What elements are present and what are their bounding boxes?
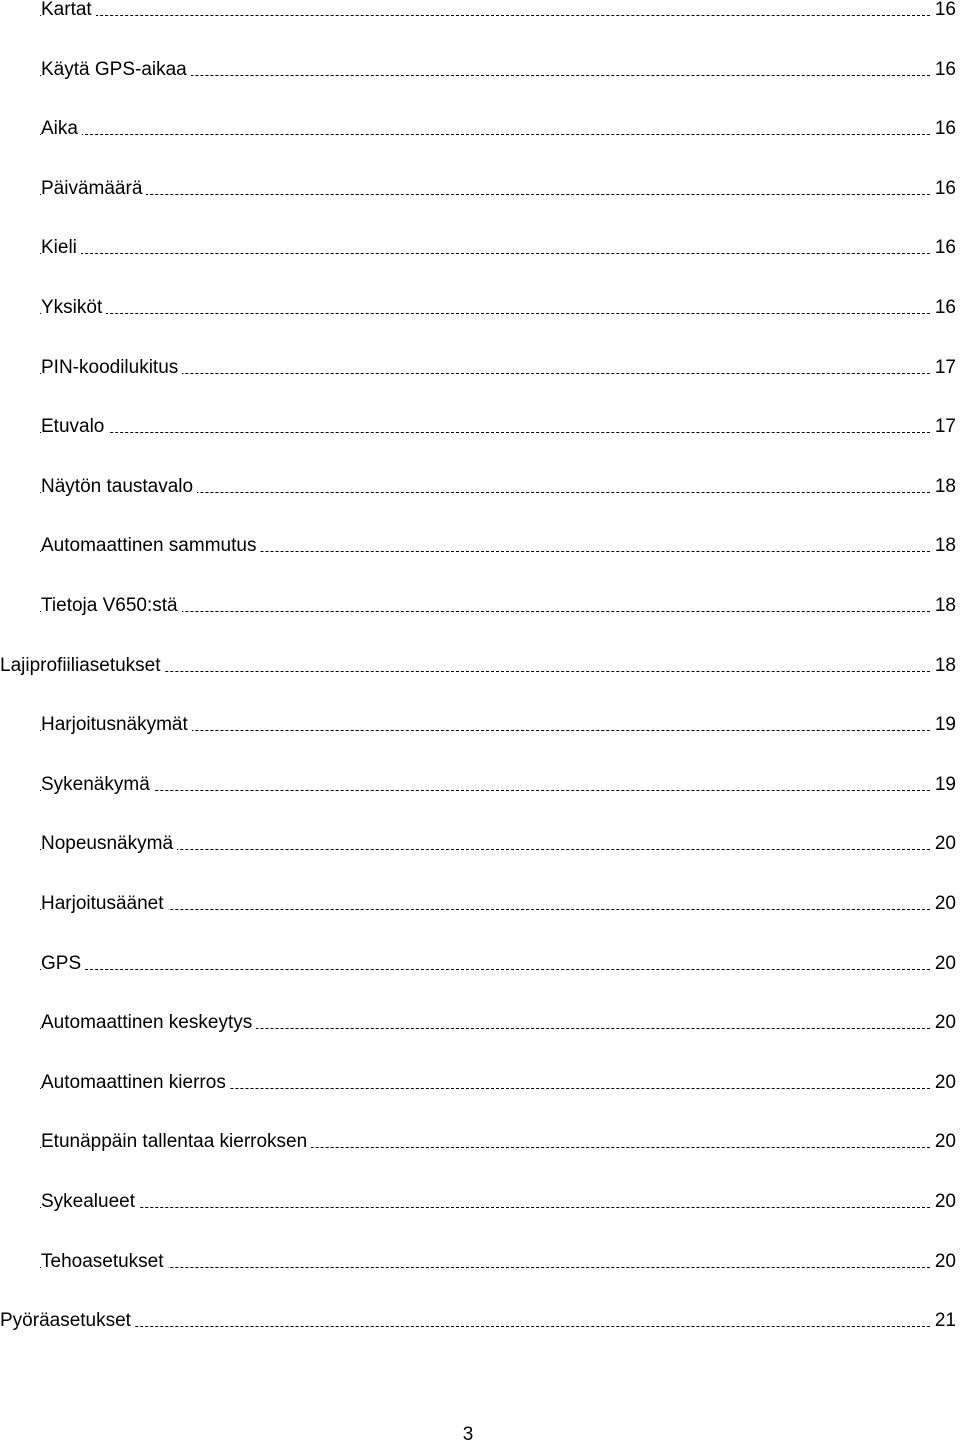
toc-entry-title: Sykealueet: [41, 1189, 139, 1215]
toc-entry-title: Automaattinen keskeytys: [41, 1010, 256, 1036]
toc-entry-title: Automaattinen kierros: [41, 1070, 230, 1096]
toc-entry[interactable]: [0, 593, 960, 619]
toc-leader-dots: [40, 253, 930, 254]
toc-entry-title: Käytä GPS-aikaa: [41, 57, 191, 83]
toc-leader-dots: [40, 1207, 930, 1208]
toc-entry-title: Automaattinen sammutus: [41, 533, 260, 559]
toc-entry-page: 19: [933, 712, 956, 738]
toc-entry[interactable]: [0, 57, 960, 83]
toc-entry-title: Näytön taustavalo: [41, 474, 197, 500]
toc-leader-dots: [40, 671, 930, 672]
toc-entry[interactable]: [0, 1308, 960, 1334]
toc-leader-dots: [40, 969, 930, 970]
toc-entry[interactable]: [0, 1249, 960, 1275]
toc-entry-title: Sykenäkymä: [41, 772, 154, 798]
toc-entry[interactable]: [0, 831, 960, 857]
toc-entry-page: 20: [933, 831, 956, 857]
toc-entry[interactable]: [0, 1129, 960, 1155]
toc-entry-title: PIN-koodilukitus: [41, 355, 182, 381]
toc-entry-page: 18: [933, 593, 956, 619]
toc-entry-title: Harjoitusnäkymät: [41, 712, 192, 738]
toc-entry-title: Nopeusnäkymä: [41, 831, 177, 857]
toc-entry-page: 20: [933, 1249, 956, 1275]
toc-entry[interactable]: [0, 712, 960, 738]
toc-entry-page: 21: [933, 1308, 956, 1334]
toc-entry[interactable]: [0, 235, 960, 261]
toc-entry-page: 18: [933, 474, 956, 500]
toc-entry-page: 16: [933, 235, 956, 261]
toc-entry-page: 19: [933, 772, 956, 798]
toc-entry[interactable]: [0, 653, 960, 679]
toc-leader-dots: [40, 1326, 930, 1327]
toc-entry-page: 20: [933, 1070, 956, 1096]
toc-entry[interactable]: [0, 176, 960, 202]
toc-entry[interactable]: [0, 0, 960, 23]
toc-entry-page: 18: [933, 653, 956, 679]
toc-entry-title: Kieli: [41, 235, 81, 261]
toc-entry-title: Lajiprofiiliasetukset: [0, 653, 165, 679]
toc-entry-page: 17: [933, 414, 956, 440]
toc-entry-title: Tehoasetukset: [41, 1249, 168, 1275]
toc-entry-page: 16: [933, 0, 956, 23]
toc-entry-title: Tietoja V650:stä: [41, 593, 182, 619]
toc-leader-dots: [40, 432, 930, 433]
toc-entry-title: GPS: [41, 951, 85, 977]
toc-entry[interactable]: [0, 1070, 960, 1096]
toc-entry[interactable]: [0, 891, 960, 917]
toc-entry-page: 20: [933, 1010, 956, 1036]
toc-leader-dots: [40, 194, 930, 195]
toc-entry[interactable]: [0, 533, 960, 559]
toc-entry-title: Etunäppäin tallentaa kierroksen: [41, 1129, 311, 1155]
toc-entry-title: Pyöräasetukset: [0, 1308, 135, 1334]
toc-leader-dots: [40, 313, 930, 314]
toc-entry-title: Kartat: [41, 0, 96, 23]
toc-entry[interactable]: [0, 951, 960, 977]
toc-leader-dots: [40, 1267, 930, 1268]
toc-entry-page: 20: [933, 1189, 956, 1215]
toc-leader-dots: [40, 134, 930, 135]
toc-entry[interactable]: [0, 116, 960, 142]
toc-leader-dots: [40, 909, 930, 910]
toc-entry[interactable]: [0, 355, 960, 381]
toc-entry[interactable]: [0, 772, 960, 798]
toc-entry-title: Yksiköt: [41, 295, 106, 321]
toc-entry[interactable]: [0, 414, 960, 440]
toc-leader-dots: [40, 790, 930, 791]
toc-entry-page: 18: [933, 533, 956, 559]
toc-leader-dots: [40, 15, 930, 16]
toc-entry[interactable]: [0, 474, 960, 500]
toc-entry-page: 16: [933, 295, 956, 321]
toc-entry-page: 20: [933, 1129, 956, 1155]
toc-entry-title: Aika: [41, 116, 82, 142]
toc-entry[interactable]: [0, 295, 960, 321]
toc-entry-page: 16: [933, 176, 956, 202]
toc-entry-page: 20: [933, 951, 956, 977]
toc-entry[interactable]: [0, 1189, 960, 1215]
toc-entry-page: 20: [933, 891, 956, 917]
toc-entry[interactable]: [0, 1010, 960, 1036]
page-number: 3: [462, 1424, 474, 1445]
toc-entry-page: 16: [933, 116, 956, 142]
toc-entry-title: Etuvalo: [41, 414, 108, 440]
toc-entry-title: Harjoitusäänet: [41, 891, 168, 917]
toc-entry-title: Päivämäärä: [41, 176, 146, 202]
toc-entry-page: 17: [933, 355, 956, 381]
toc-entry-page: 16: [933, 57, 956, 83]
